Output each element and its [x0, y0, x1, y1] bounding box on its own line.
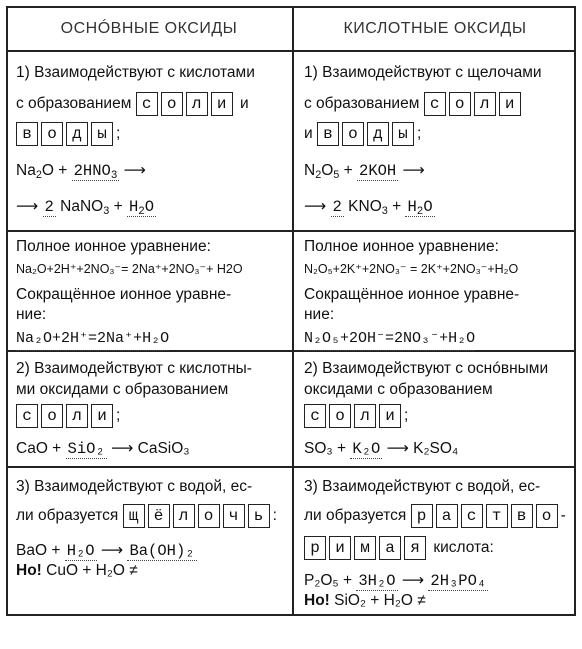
- basic-acids-equation-1: [16, 160, 146, 182]
- handwritten-answer: 3H₂O: [358, 572, 396, 590]
- line3: [304, 536, 494, 560]
- handwritten-coef: 2: [332, 198, 342, 216]
- answer-row: [304, 404, 408, 428]
- letter-box: ы: [392, 122, 414, 146]
- label: с образованием: [304, 95, 420, 113]
- handwritten-answer: 2H₃PO₄: [430, 572, 487, 590]
- formula: Na: [16, 162, 36, 179]
- letter-box: ё: [148, 504, 170, 528]
- full-ionic-title: Полное ионное уравнение:: [304, 238, 499, 255]
- letter-box: д: [367, 122, 389, 146]
- hw-text: H: [407, 198, 417, 216]
- letter-box: о: [161, 92, 183, 116]
- handwritten-answer: K₂O: [352, 440, 381, 458]
- column-divider: [292, 6, 294, 616]
- formula: CaSiO₃: [137, 440, 190, 457]
- cell-basic-water: [8, 468, 290, 614]
- cell-basic-acid-oxides: [8, 352, 290, 466]
- conj: и: [239, 95, 249, 113]
- exception-label: Но!: [304, 592, 330, 609]
- subscript: 2: [315, 169, 322, 181]
- acidic-alkalis-equation-2: [304, 196, 435, 218]
- cell-acidic-water: [296, 468, 574, 614]
- letter-box: л: [186, 92, 208, 116]
- handwritten-coef: 2: [44, 198, 54, 216]
- exception-label: Но!: [16, 562, 42, 579]
- handwritten-answer: Ba(OH)₂: [129, 542, 195, 560]
- cell-acidic-alkalis: [296, 52, 574, 230]
- letter-box: т: [486, 504, 508, 528]
- letter-box: м: [354, 536, 376, 560]
- label: ли образуется: [16, 507, 119, 525]
- plus: +: [392, 198, 402, 215]
- formula: O: [321, 162, 334, 179]
- basic-acids-equation-2: [16, 196, 156, 218]
- letter-box: а: [436, 504, 458, 528]
- formula: KNO: [348, 198, 382, 215]
- letter-box: ы: [91, 122, 113, 146]
- arrow-icon: ⟶: [304, 198, 327, 215]
- equation: [16, 438, 190, 460]
- arrow-icon: ⟶: [111, 440, 134, 457]
- answer-boxes-alkali: [123, 504, 273, 528]
- answer-boxes-soluble-2: [304, 536, 429, 560]
- punct: ;: [116, 125, 121, 143]
- line2: [304, 504, 566, 528]
- answer-boxes-water: [16, 122, 116, 146]
- handwritten-answer: H₂O: [66, 542, 95, 560]
- short-ionic-title-1: Сокращённое ионное уравне-: [304, 286, 520, 303]
- basic-acids-line2: [16, 92, 249, 116]
- letter-box: ь: [248, 504, 270, 528]
- letter-box: д: [66, 122, 88, 146]
- full-ionic-equation: N₂O₅+2K⁺+2NO₃⁻ = 2K⁺+2NO₃⁻+H₂O: [304, 262, 519, 276]
- letter-box: с: [461, 504, 483, 528]
- punct: ;: [116, 407, 121, 425]
- handwritten-answer: [127, 198, 156, 217]
- letter-box: щ: [123, 504, 145, 528]
- line2: ми оксидами с образованием: [16, 381, 229, 398]
- short-ionic-title-2: ние:: [304, 306, 335, 323]
- letter-box: р: [411, 504, 433, 528]
- answer-row: [16, 404, 120, 428]
- letter-box: ч: [223, 504, 245, 528]
- exception-line: [304, 590, 426, 612]
- letter-box: и: [499, 92, 521, 116]
- answer-boxes-soluble-1: [411, 504, 561, 528]
- answer-boxes-salt: [136, 92, 236, 116]
- full-ionic-equation: Na₂O+2H⁺+2NO₃⁻= 2Na⁺+2NO₃⁻+ H2O: [16, 262, 243, 276]
- answer-boxes-salt: [304, 404, 404, 428]
- handwritten-answer: [405, 198, 434, 217]
- formula: SiO₂ + H₂O ≠: [334, 592, 426, 609]
- acidic-alkalis-line2: [304, 92, 524, 116]
- equation: [16, 540, 197, 562]
- letter-box: о: [342, 122, 364, 146]
- punct: ;: [416, 125, 422, 143]
- subscript: 2: [35, 169, 42, 181]
- acidic-alkalis-line3: [304, 122, 421, 146]
- cell-basic-ionic: [8, 232, 290, 350]
- line2: оксидами с образованием: [304, 381, 493, 398]
- short-ionic-equation: Na₂O+2H⁺=2Na⁺+H₂O: [16, 328, 169, 351]
- answer-boxes-salt: [424, 92, 524, 116]
- letter-box: с: [136, 92, 158, 116]
- acidic-alkalis-line1: 1) Взаимодействуют с щелочами: [304, 64, 542, 81]
- letter-box: и: [211, 92, 233, 116]
- hw-text: 2HNO: [73, 162, 111, 180]
- formula: N: [304, 162, 316, 179]
- header-acidic-oxides: КИСЛОТНЫЕ ОКСИДЫ: [343, 20, 527, 37]
- cell-acidic-ionic: [296, 232, 574, 350]
- letter-box: л: [173, 504, 195, 528]
- answer-boxes-salt: [16, 404, 116, 428]
- hyphen: -: [560, 507, 566, 525]
- formula: CaO +: [16, 440, 62, 457]
- letter-box: о: [198, 504, 220, 528]
- hw-text: H: [128, 198, 139, 216]
- label: с образованием: [16, 95, 132, 113]
- letter-box: и: [329, 536, 351, 560]
- letter-box: л: [66, 404, 88, 428]
- formula: SO₃ +: [304, 440, 347, 457]
- letter-box: в: [16, 122, 38, 146]
- cell-basic-acids: [8, 52, 290, 230]
- line2: [16, 504, 277, 528]
- subscript: 2: [416, 206, 424, 218]
- formula: P₂O₅ +: [304, 572, 353, 589]
- conj: и: [304, 125, 313, 143]
- letter-box: л: [354, 404, 376, 428]
- subscript: 3: [110, 170, 118, 182]
- formula: O +: [41, 162, 68, 179]
- letter-box: а: [379, 536, 401, 560]
- arrow-icon: ⟶: [401, 572, 425, 589]
- letter-box: и: [91, 404, 113, 428]
- subscript: 2: [138, 206, 145, 218]
- punct: ;: [404, 407, 409, 425]
- letter-box: и: [379, 404, 401, 428]
- short-ionic-equation: N₂O₅+2OH⁻=2NO₃⁻+H₂O: [304, 328, 475, 351]
- letter-box: о: [329, 404, 351, 428]
- letter-box: о: [536, 504, 558, 528]
- arrow-icon: ⟶: [386, 440, 409, 457]
- handwritten-answer: [72, 162, 120, 181]
- formula: BaO +: [16, 542, 61, 559]
- plus: +: [113, 198, 123, 215]
- line1: 2) Взаимодействуют с оснóвными: [304, 360, 549, 377]
- oxides-table: [6, 6, 576, 616]
- letter-box: о: [41, 404, 63, 428]
- letter-box: я: [404, 536, 426, 560]
- short-ionic-title-1: Сокращённое ионное уравне-: [16, 286, 232, 303]
- plus: +: [343, 162, 353, 179]
- hw-text: O: [423, 198, 433, 216]
- label: кислота:: [433, 539, 494, 557]
- answer-boxes-water: [317, 122, 417, 146]
- subscript: 3: [381, 205, 388, 217]
- full-ionic-title: Полное ионное уравнение:: [16, 238, 211, 255]
- equation: [304, 570, 488, 592]
- line1: 3) Взаимодействуют с водой, ес-: [16, 478, 253, 495]
- hw-text: O: [144, 198, 155, 216]
- letter-box: в: [317, 122, 339, 146]
- letter-box: с: [304, 404, 326, 428]
- arrow-icon: ⟶: [16, 198, 39, 215]
- subscript: 5: [333, 169, 340, 181]
- letter-box: с: [16, 404, 38, 428]
- letter-box: р: [304, 536, 326, 560]
- formula: K₂SO₄: [413, 440, 459, 457]
- arrow-icon: ⟶: [402, 162, 425, 179]
- arrow-icon: ⟶: [123, 162, 146, 179]
- exception-line: [16, 560, 138, 582]
- letter-box: с: [424, 92, 446, 116]
- punct: :: [272, 507, 277, 525]
- handwritten-answer: SiO₂: [67, 440, 105, 458]
- line1: 2) Взаимодействуют с кислотны-: [16, 360, 252, 377]
- letter-box: в: [511, 504, 533, 528]
- basic-acids-line3: [16, 122, 120, 146]
- short-ionic-title-2: ние:: [16, 306, 47, 323]
- acidic-alkalis-equation-1: [304, 160, 425, 182]
- letter-box: о: [449, 92, 471, 116]
- cell-acidic-basic-oxides: [296, 352, 574, 466]
- line1: 3) Взаимодействуют с водой, ес-: [304, 478, 541, 495]
- letter-box: л: [474, 92, 496, 116]
- header-basic-oxides: ОСНÓВНЫЕ ОКСИДЫ: [60, 20, 238, 37]
- letter-box: о: [41, 122, 63, 146]
- subscript: 3: [103, 205, 110, 217]
- label: ли образуется: [304, 507, 407, 525]
- formula: NaNO: [60, 198, 104, 215]
- arrow-icon: ⟶: [100, 542, 124, 559]
- formula: CuO + H₂O ≠: [46, 562, 138, 579]
- basic-acids-line1: 1) Взаимодействуют с кислотами: [16, 64, 255, 81]
- equation: [304, 438, 458, 460]
- handwritten-answer: 2KOH: [359, 162, 397, 180]
